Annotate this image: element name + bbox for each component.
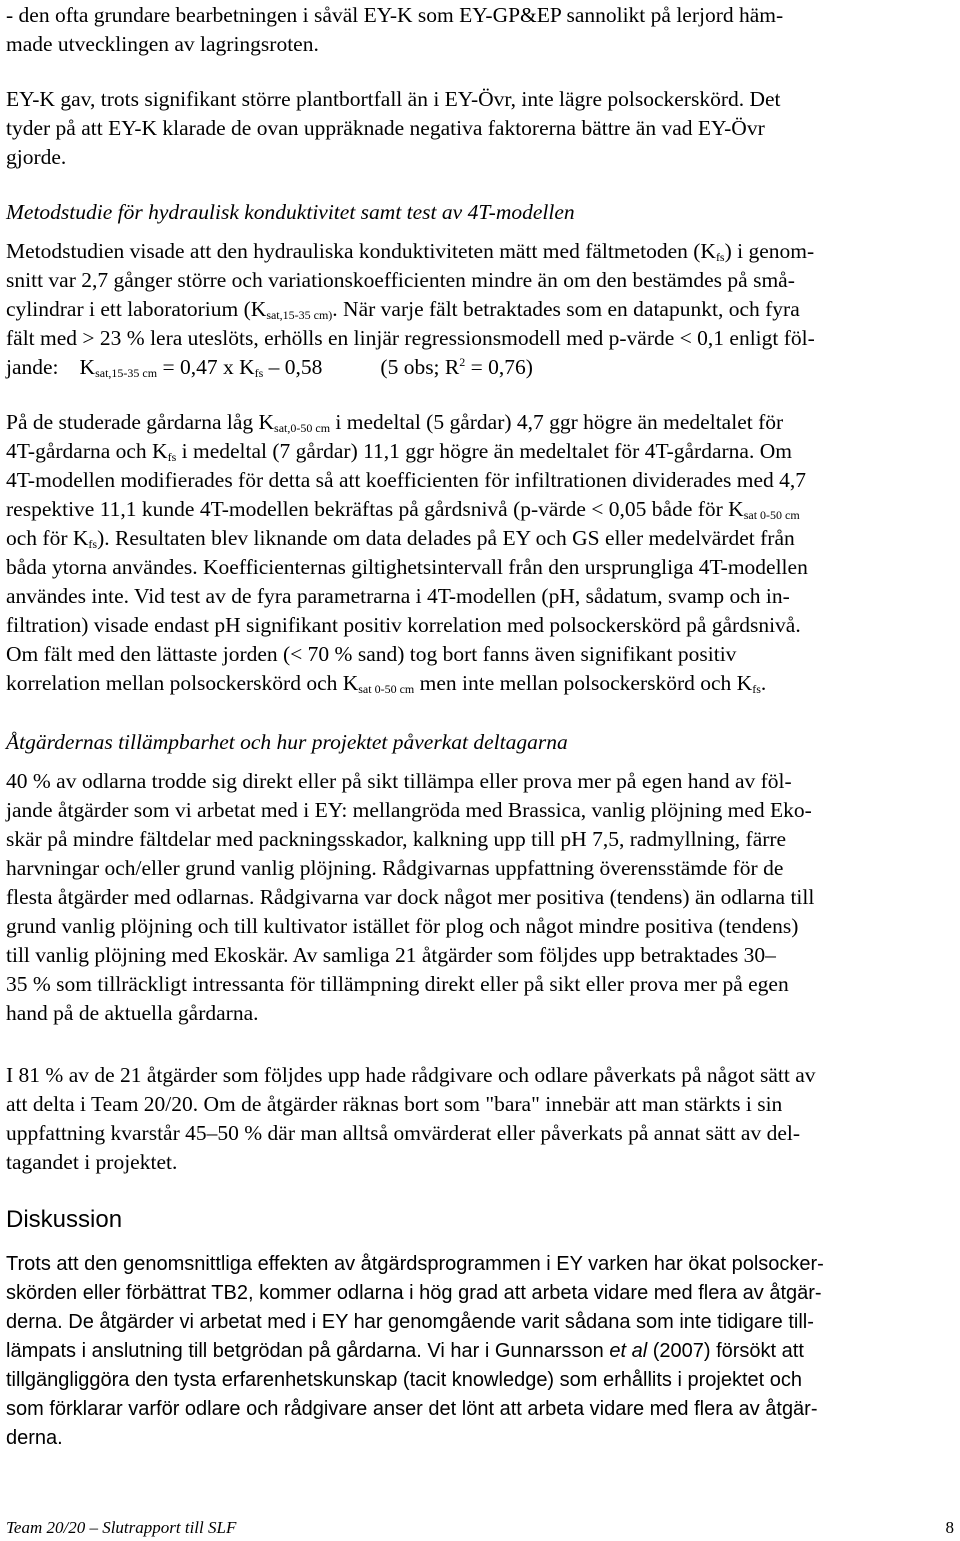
paragraph-line: respektive 11,1 kunde 4T-modellen bekräftas på gårdsnivå (p-värde < 0,05 både för $K_{sat 0-50 cm}$ bbox=[6, 497, 800, 522]
paragraph-line: cylindrar i ett laboratorium ($K_{sat,15-35 cm)}$. När varje fält betraktades som en datapunkt, och fyra bbox=[6, 297, 800, 322]
paragraph-line: till vanlig plöjning med Ekoskär. Av samliga 21 åtgärder som följdes upp betraktades 30– bbox=[6, 943, 776, 967]
footer-title: Team 20/20 – Slutrapport till SLF bbox=[6, 1518, 237, 1537]
paragraph-line: 4T-modellen modifierades för detta så att koefficienten för infiltrationen dividerades med 4,7 bbox=[6, 468, 807, 492]
paragraph-line: uppfattning kvarstår 45–50 % där man alltså omvärderat eller påverkats på annat sätt av del- bbox=[6, 1121, 801, 1145]
paragraph-line: fält med > 23 % lera uteslöts, erhölls en linjär regressionsmodell med p-värde < 0,1 enligt föl- bbox=[6, 326, 815, 350]
paragraph-line: båda ytorna användes. Koefficienternas giltighetsintervall från den ursprungliga 4T-modellen bbox=[6, 555, 808, 579]
paragraph-line: användes inte. Vid test av de fyra parametrarna i 4T-modellen (pH, sådatum, svamp och in- bbox=[6, 584, 790, 608]
paragraph-line: I 81 % av de 21 åtgärder som följdes upp hade rådgivare och odlare påverkats på något sätt av bbox=[6, 1063, 816, 1087]
paragraph-line: Om fält med den lättaste jorden (< 70 % sand) tog bort fanns även signifikant positiv bbox=[6, 642, 737, 666]
paragraph-line: att delta i Team 20/20. Om de åtgärder räknas bort som "bara" innebär att man stärkts i sin bbox=[6, 1092, 783, 1116]
paragraph-line: skörden eller förbättrat TB2, kommer odlarna i hög grad att arbeta vidare med flera av åtgär- bbox=[6, 1282, 822, 1304]
paragraph-line: jande åtgärder som vi arbetat med i EY: mellangröda med Brassica, vanlig plöjning med Eko- bbox=[6, 798, 812, 822]
section-heading-discussion: Diskussion bbox=[6, 1206, 123, 1233]
paragraph-line: tyder på att EY-K klarade de ovan uppräknade negativa faktorerna bättre än vad EY-Övr bbox=[6, 116, 765, 140]
paragraph-line: som förklarar varför odlare och rådgivare anser det lönt att arbeta vidare med flera av åtgär- bbox=[6, 1398, 818, 1420]
paragraph-line: made utvecklingen av lagringsroten. bbox=[6, 32, 319, 56]
section-heading-applicability: Åtgärdernas tillämpbarhet och hur projektet påverkat deltagarna bbox=[6, 730, 568, 754]
paragraph-line: Metodstudien visade att den hydrauliska konduktiviteten mätt med fältmetoden $(K_{fs})$ i genom- bbox=[6, 239, 815, 264]
paragraph-line: tagandet i projektet. bbox=[6, 1150, 178, 1174]
regression-equation: jande: $K_{sat,15-35 cm} = 0,47$ x $K_{fs} - 0,58$ (5 obs; $R^2 = 0,76$) bbox=[6, 355, 533, 380]
section-heading-method: Metodstudie för hydraulisk konduktivitet samt test av 4T-modellen bbox=[6, 200, 575, 224]
paragraph-line: derna. bbox=[6, 1427, 63, 1449]
paragraph-line: harvningar och/eller grund vanlig plöjning. Rådgivarnas uppfattning överensstämde för de bbox=[6, 856, 784, 880]
paragraph-line: skär på mindre fältdelar med packningsskador, kalkning upp till pH 7,5, radmyllning, färre bbox=[6, 827, 787, 851]
paragraph-line: grund vanlig plöjning och till kultivator istället för plog och något mindre positiva (tendens) bbox=[6, 914, 799, 938]
paragraph-line: derna. De åtgärder vi arbetat med i EY har genomgående varit sådana som inte tidigare till- bbox=[6, 1311, 814, 1333]
paragraph-line: På de studerade gårdarna låg $K_{sat,0-50 cm}$ i medeltal (5 gårdar) 4,7 ggr högre än medeltalet för bbox=[6, 410, 784, 435]
paragraph-line: Trots att den genomsnittliga effekten av åtgärdsprogrammen i EY varken har ökat polsocker- bbox=[6, 1253, 824, 1275]
paragraph-line: gjorde. bbox=[6, 145, 67, 169]
paragraph-line: flesta åtgärder med odlarnas. Rådgivarna var dock något mer positiva (tendens) än odlarna till bbox=[6, 885, 815, 909]
paragraph-line: - den ofta grundare bearbetningen i såväl EY-K som EY-GP&EP sannolikt på lerjord häm- bbox=[6, 3, 784, 27]
paragraph-line: 4T-gårdarna och $K_{fs}$ i medeltal (7 gårdar) 11,1 ggr högre än medeltalet för 4T-gårdarna. Om bbox=[6, 439, 792, 464]
paragraph-line: EY-K gav, trots signifikant större plantbortfall än i EY-Övr, inte lägre polsockerskörd. Det bbox=[6, 87, 781, 111]
paragraph-line: tillgängliggöra den tysta erfarenhetskunskap (tacit knowledge) som erhållits i projektet och bbox=[6, 1369, 802, 1391]
paragraph-line: korrelation mellan polsockerskörd och $K_{sat 0-50 cm}$ men inte mellan polsockerskörd och $K_{fs}$. bbox=[6, 671, 767, 696]
paragraph-line: snitt var 2,7 gånger större och variationskoefficienten mindre än om den bestämdes på små- bbox=[6, 268, 795, 292]
page-number: 8 bbox=[945, 1518, 954, 1537]
paragraph-line: lämpats i anslutning till betgrödan på gårdarna. Vi har i Gunnarsson et al (2007) försökt att bbox=[6, 1340, 804, 1362]
paragraph-line: 35 % som tillräckligt intressanta för tillämpning direkt eller på sikt eller prova mer på egen bbox=[6, 972, 789, 996]
page-footer bbox=[6, 1518, 956, 1538]
paragraph-line: hand på de aktuella gårdarna. bbox=[6, 1001, 259, 1025]
paragraph-line: filtration) visade endast pH signifikant positiv korrelation med polsockerskörd på gårdsnivå. bbox=[6, 613, 801, 637]
paragraph-line: och för $K_{fs}$). Resultaten blev liknande om data delades på EY och GS eller medelvärdet från bbox=[6, 526, 795, 551]
paragraph-line: 40 % av odlarna trodde sig direkt eller på sikt tillämpa eller prova mer på egen hand av föl- bbox=[6, 769, 792, 793]
